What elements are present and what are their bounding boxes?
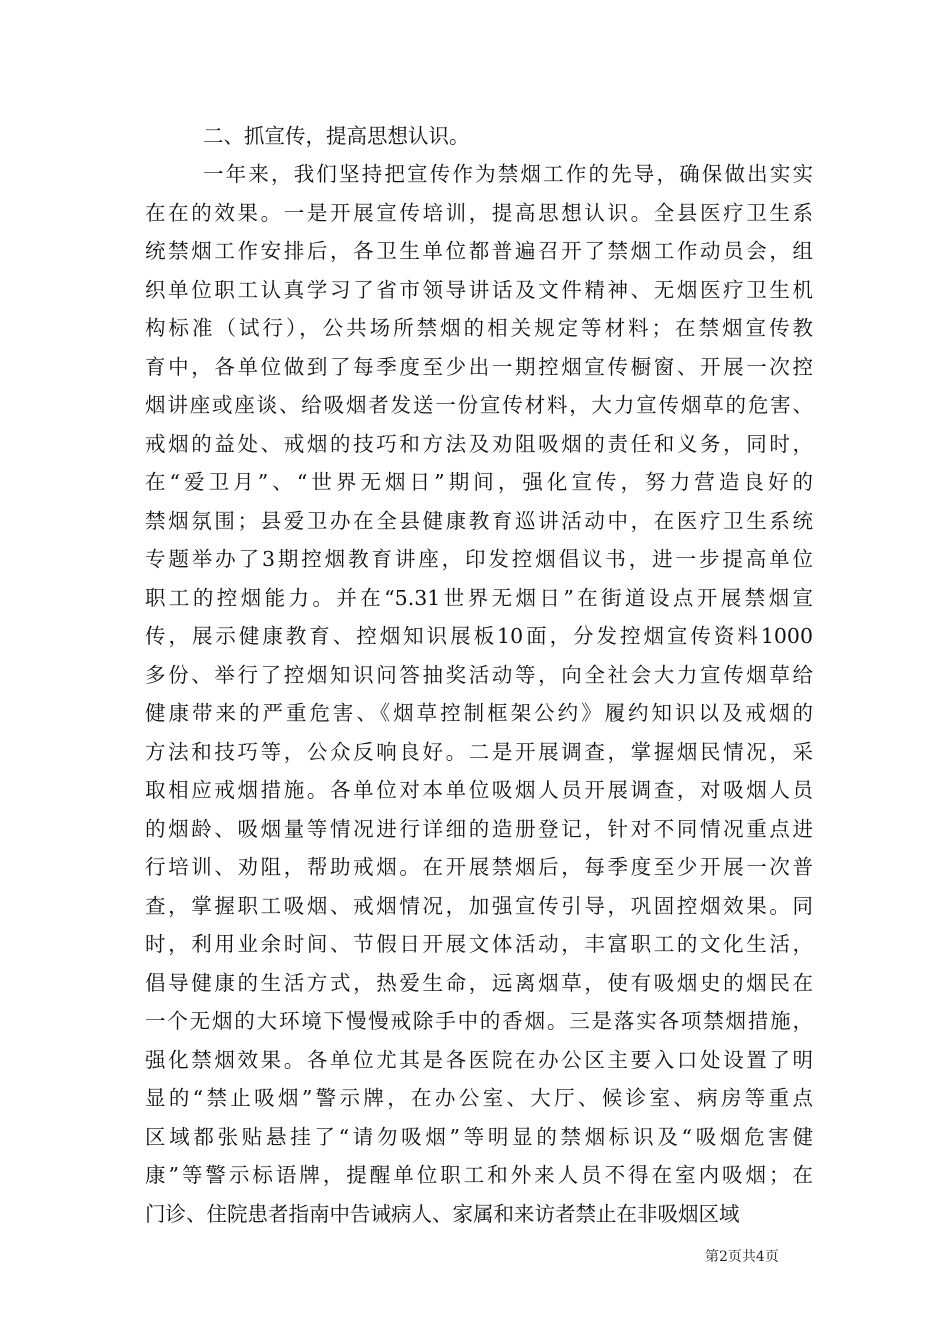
paragraph-line: 织单位职工认真学习了省市领导讲话及文件精神、无烟医疗卫生机 bbox=[145, 277, 813, 302]
paragraph-line: 戒烟的益处、戒烟的技巧和方法及劝阻吸烟的责任和义务，同时， bbox=[145, 431, 813, 456]
paragraph-line: 在“爱卫月”、“世界无烟日”期间，强化宣传，努力营造良好的 bbox=[145, 470, 813, 494]
paragraph-line: 时，利用业余时间、节假日开展文体活动，丰富职工的文化生活， bbox=[145, 932, 813, 956]
paragraph-line: 方法和技巧等，公众反响良好。二是开展调查，掌握烟民情况，采 bbox=[145, 739, 813, 764]
paragraph-line: 强化禁烟效果。各单位尤其是各医院在办公区主要入口处设置了明 bbox=[145, 1047, 813, 1072]
paragraph-line: 一年来，我们坚持把宣传作为禁烟工作的先导，确保做出实实 bbox=[203, 162, 813, 186]
paragraph-line: 查，掌握职工吸烟、戒烟情况，加强宣传引导，巩固控烟效果。同 bbox=[145, 893, 813, 918]
paragraph-line: 行培训、劝阻，帮助戒烟。在开展禁烟后，每季度至少开展一次普 bbox=[145, 855, 813, 879]
paragraph-line: 显的“禁止吸烟”警示牌，在办公室、大厅、候诊室、病房等重点 bbox=[145, 1086, 813, 1110]
paragraph-line: 职工的控烟能力。并在“5.31世界无烟日”在街道设点开展禁烟宣 bbox=[145, 585, 813, 610]
paragraph-line: 构标准（试行），公共场所禁烟的相关规定等材料；在禁烟宣传教 bbox=[145, 316, 813, 340]
paragraph-line: 区域都张贴悬挂了“请勿吸烟”等明显的禁烟标识及“吸烟危害健 bbox=[145, 1124, 813, 1149]
paragraph-line: 康”等警示标语牌，提醒单位职工和外来人员不得在室内吸烟；在 bbox=[145, 1163, 813, 1187]
paragraph-line: 在在的效果。一是开展宣传培训，提高思想认识。全县医疗卫生系 bbox=[145, 200, 813, 225]
body-text bbox=[0, 155, 950, 1233]
paragraph-line: 健康带来的严重危害、《烟草控制框架公约》履约知识以及戒烟的 bbox=[145, 701, 813, 725]
paragraph-line: 烟讲座或座谈、给吸烟者发送一份宣传材料，大力宣传烟草的危害、 bbox=[145, 393, 813, 417]
paragraph-line: 传，展示健康教育、控烟知识展板10面，分发控烟宣传资料1000 bbox=[145, 624, 813, 648]
paragraph-line: 一个无烟的大环境下慢慢戒除手中的香烟。三是落实各项禁烟措施， bbox=[145, 1009, 813, 1033]
paragraph-line: 育中，各单位做到了每季度至少出一期控烟宣传橱窗、开展一次控 bbox=[145, 354, 813, 379]
paragraph-line: 专题举办了3期控烟教育讲座，印发控烟倡议书，进一步提高单位 bbox=[145, 547, 813, 571]
section-heading: 二、抓宣传，提高思想认识。 bbox=[203, 124, 470, 148]
paragraph-line: 统禁烟工作安排后，各卫生单位都普遍召开了禁烟工作动员会，组 bbox=[145, 239, 813, 263]
paragraph-line: 取相应戒烟措施。各单位对本单位吸烟人员开展调查，对吸烟人员 bbox=[145, 778, 813, 802]
paragraph-line: 门诊、住院患者指南中告诫病人、家属和来访者禁止在非吸烟区域 bbox=[145, 1201, 740, 1226]
paragraph-line: 的烟龄、吸烟量等情况进行详细的造册登记，针对不同情况重点进 bbox=[145, 816, 813, 841]
paragraph-line: 禁烟氛围；县爱卫办在全县健康教育巡讲活动中，在医疗卫生系统 bbox=[145, 508, 813, 533]
paragraph-line: 倡导健康的生活方式，热爱生命，远离烟草，使有吸烟史的烟民在 bbox=[145, 970, 813, 995]
paragraph-line: 多份、举行了控烟知识问答抽奖活动等，向全社会大力宣传烟草给 bbox=[145, 662, 813, 687]
page-number: 第2页共4页 bbox=[705, 1249, 779, 1265]
